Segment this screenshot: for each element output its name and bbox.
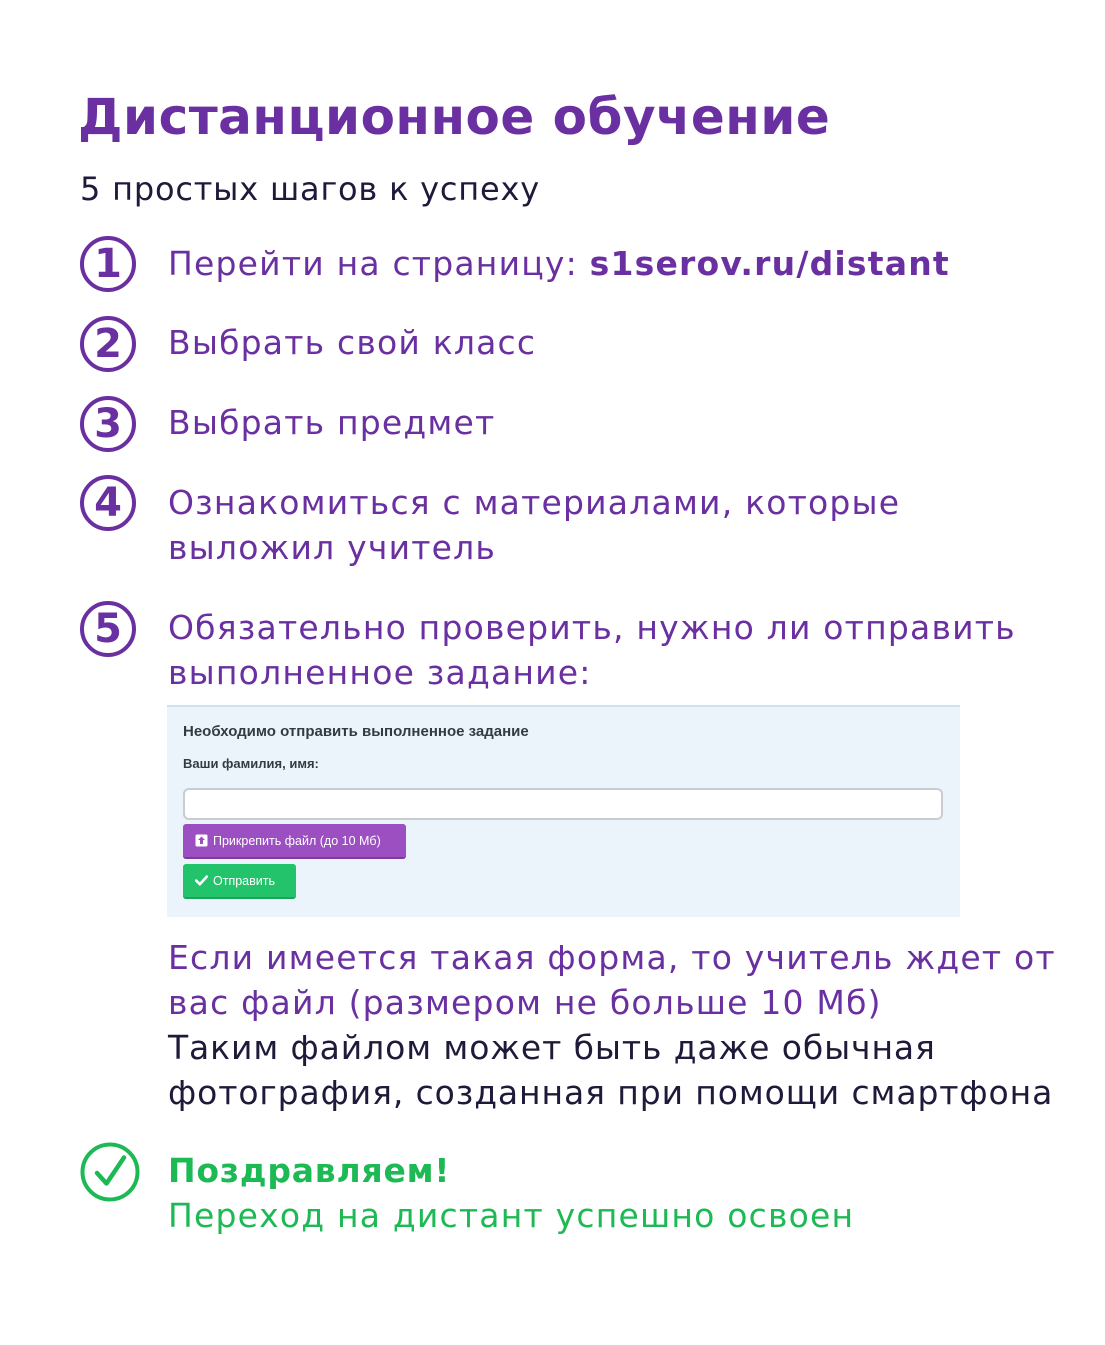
step-3-number-icon: 3 bbox=[80, 396, 136, 452]
congrats-text: Переход на дистант успешно освоен bbox=[168, 1196, 855, 1235]
step-2-number-icon: 2 bbox=[80, 316, 136, 372]
attach-file-button[interactable] bbox=[183, 824, 406, 859]
step-2-text: Выбрать свой класс bbox=[168, 323, 537, 362]
step-5-line-2: выполненное задание: bbox=[168, 653, 592, 692]
name-field-label: Ваши фамилия, имя: bbox=[183, 756, 319, 771]
submission-form-panel bbox=[167, 705, 960, 917]
form-title: Необходимо отправить выполненное задание bbox=[183, 723, 529, 740]
check-circle-icon bbox=[80, 1142, 140, 1202]
form-explanation-line-2: вас файл (размером не больше 10 Мб) bbox=[168, 983, 882, 1022]
step-4-number-icon: 4 bbox=[80, 475, 136, 531]
site-link[interactable]: s1serov.ru/distant bbox=[589, 244, 950, 283]
step-5-line-1: Обязательно проверить, нужно ли отправить bbox=[168, 608, 1016, 647]
name-input[interactable] bbox=[183, 788, 943, 820]
page-subtitle: 5 простых шагов к успеху bbox=[80, 170, 540, 208]
step-4-text bbox=[168, 480, 900, 570]
send-label: Отправить bbox=[213, 873, 275, 888]
step-4-line-2: выложил учитель bbox=[168, 528, 497, 567]
step-5-number-icon: 5 bbox=[80, 601, 136, 657]
step-5-text bbox=[168, 605, 1016, 695]
form-explanation-line-1: Если имеется такая форма, то учитель ждет от bbox=[168, 938, 1056, 977]
send-button[interactable] bbox=[183, 864, 296, 899]
photo-hint-line-2: фотография, созданная при помощи смартфона bbox=[168, 1073, 1054, 1112]
photo-hint-line-1: Таким файлом может быть даже обычная bbox=[168, 1028, 936, 1067]
congrats-title: Поздравляем! bbox=[168, 1151, 451, 1190]
checkmark-icon bbox=[195, 875, 208, 886]
upload-file-icon bbox=[195, 834, 208, 847]
step-1-label: Перейти на страницу: bbox=[168, 244, 590, 283]
attach-file-label: Прикрепить файл (до 10 Мб) bbox=[213, 833, 381, 848]
step-3-text: Выбрать предмет bbox=[168, 403, 496, 442]
page-title: Дистанционное обучение bbox=[78, 88, 831, 146]
step-1-text bbox=[168, 241, 950, 286]
step-4-line-1: Ознакомиться с материалами, которые bbox=[168, 483, 901, 522]
step-1-number-icon: 1 bbox=[80, 236, 136, 292]
photo-hint bbox=[168, 1025, 1053, 1115]
form-explanation bbox=[168, 935, 1056, 1025]
